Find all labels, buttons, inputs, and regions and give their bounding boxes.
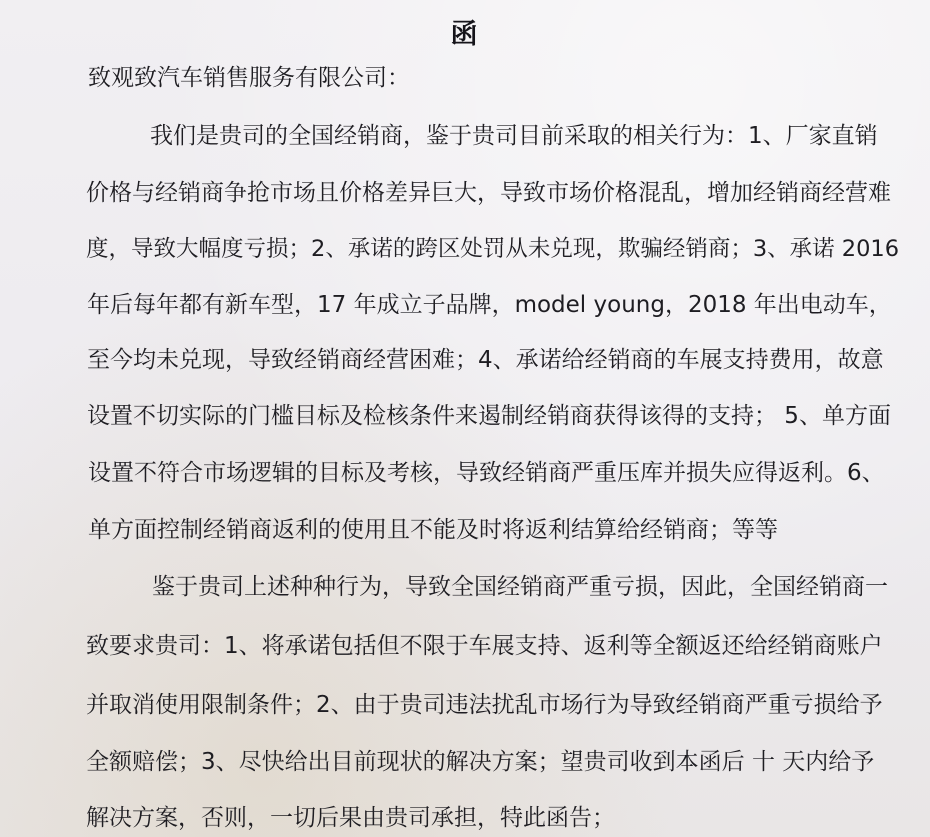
paragraph-1-line: 我们是贵司的全国经销商，鉴于贵司目前采取的相关行为：1、厂家直销	[150, 123, 878, 149]
paragraph-2-line: 并取消使用限制条件；2、由于贵司违法扰乱市场行为导致经销商严重亏损给予	[86, 692, 883, 718]
letter-title: 函	[450, 19, 480, 50]
paragraph-1-line: 年后每年都有新车型，17 年成立子品牌，model young，2018 年出电动车，	[87, 292, 892, 318]
paragraph-1-line: 至今均未兑现，导致经销商经营困难；4、承诺给经销商的车展支持费用，故意	[87, 347, 884, 373]
paragraph-1-line: 设置不符合市场逻辑的目标及考核，导致经销商严重压库并损失应得返利。6、	[88, 460, 885, 486]
salutation: 致观致汽车销售服务有限公司：	[88, 65, 410, 91]
paragraph-1-line: 设置不切实际的门槛目标及检核条件来遏制经销商获得该得的支持； 5、单方面	[87, 403, 891, 429]
paragraph-2-line: 致要求贵司：1、将承诺包括但不限于车展支持、返利等全额返还给经销商账户	[86, 633, 883, 659]
paragraph-2-line: 解决方案，否则，一切后果由贵司承担，特此函告；	[86, 805, 615, 831]
paragraph-2-line: 全额赔偿；3、尽快给出目前现状的解决方案；望贵司收到本函后 十 天内给予	[86, 749, 875, 775]
paragraph-1-line: 度，导致大幅度亏损；2、承诺的跨区处罚从未兑现，欺骗经销商；3、承诺 2016	[86, 236, 900, 262]
paragraph-2-line: 鉴于贵司上述种种行为，导致全国经销商严重亏损，因此，全国经销商一	[152, 574, 888, 600]
paragraph-1-line: 单方面控制经销商返利的使用且不能及时将返利结算给经销商；等等	[88, 517, 778, 543]
paragraph-1-line: 价格与经销商争抢市场且价格差异巨大，导致市场价格混乱，增加经销商经营难	[86, 180, 891, 206]
